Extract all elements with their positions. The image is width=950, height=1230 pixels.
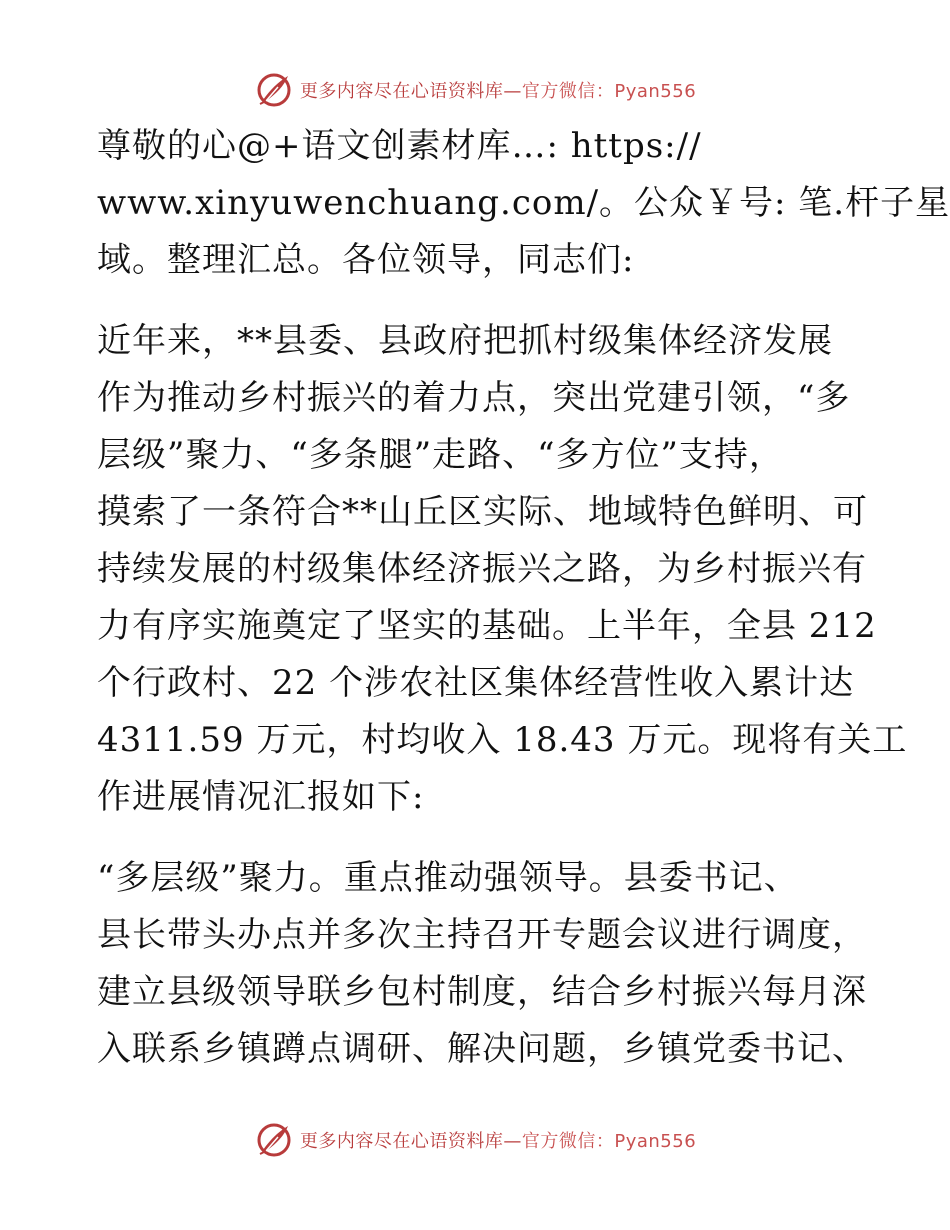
text-line: 尊敬的心@+语文创素材库…: https://	[97, 126, 702, 166]
text-line: 4311.59 万元，村均收入 18.43 万元。现将有关工	[97, 720, 908, 760]
footer-banner-text	[300, 1127, 696, 1153]
text-line: 作为推动乡村振兴的着力点，突出党建引领，“多	[97, 378, 851, 418]
paragraph-overview	[97, 313, 908, 826]
header-banner-dash: —	[503, 81, 522, 102]
footer-banner-wechat-label: 官方微信：	[521, 1131, 615, 1152]
text-line: 作进展情况汇报如下:	[97, 777, 425, 817]
footer-banner-wechat-id: Pyan556	[614, 1131, 697, 1152]
feather-pen-logo-icon	[254, 70, 294, 110]
text-line: www.xinyuwenchuang.com/。公众￥号: 笔.杆子星	[97, 183, 950, 223]
text-line: 域。整理汇总。各位领导，同志们:	[97, 240, 635, 280]
text-line: 持续发展的村级集体经济振兴之路，为乡村振兴有	[97, 549, 867, 589]
text-line: 个行政村、22 个涉农社区集体经营性收入累计达	[97, 663, 855, 703]
text-line: 层级”聚力、“多条腿”走路、“多方位”支持，	[97, 435, 784, 475]
paragraph-multi-level	[97, 850, 867, 1078]
text-line: 力有序实施奠定了坚实的基础。上半年，全县 212	[97, 606, 877, 646]
text-line: 建立县级领导联乡包村制度，结合乡村振兴每月深	[97, 972, 867, 1012]
header-banner-wechat-id: Pyan556	[614, 81, 697, 102]
text-line: 县长带头办点并多次主持召开专题会议进行调度，	[97, 915, 867, 955]
document-body	[97, 118, 950, 1078]
header-banner-text	[300, 77, 696, 103]
feather-pen-logo-icon	[254, 1120, 294, 1160]
footer-watermark-banner	[0, 1118, 950, 1162]
footer-banner-title: 更多内容尽在心语资料库	[299, 1131, 504, 1152]
header-watermark-banner	[0, 68, 950, 112]
header-banner-wechat-label: 官方微信：	[521, 81, 615, 102]
text-line: “多层级”聚力。重点推动强领导。县委书记、	[97, 858, 799, 898]
header-banner-title: 更多内容尽在心语资料库	[299, 81, 504, 102]
footer-banner-dash: —	[503, 1131, 522, 1152]
text-line: 近年来，**县委、县政府把抓村级集体经济发展	[97, 321, 833, 361]
text-line: 摸索了一条符合**山丘区实际、地域特色鲜明、可	[97, 492, 868, 532]
text-line: 入联系乡镇蹲点调研、解决问题，乡镇党委书记、	[97, 1029, 867, 1069]
paragraph-greeting	[97, 118, 950, 289]
